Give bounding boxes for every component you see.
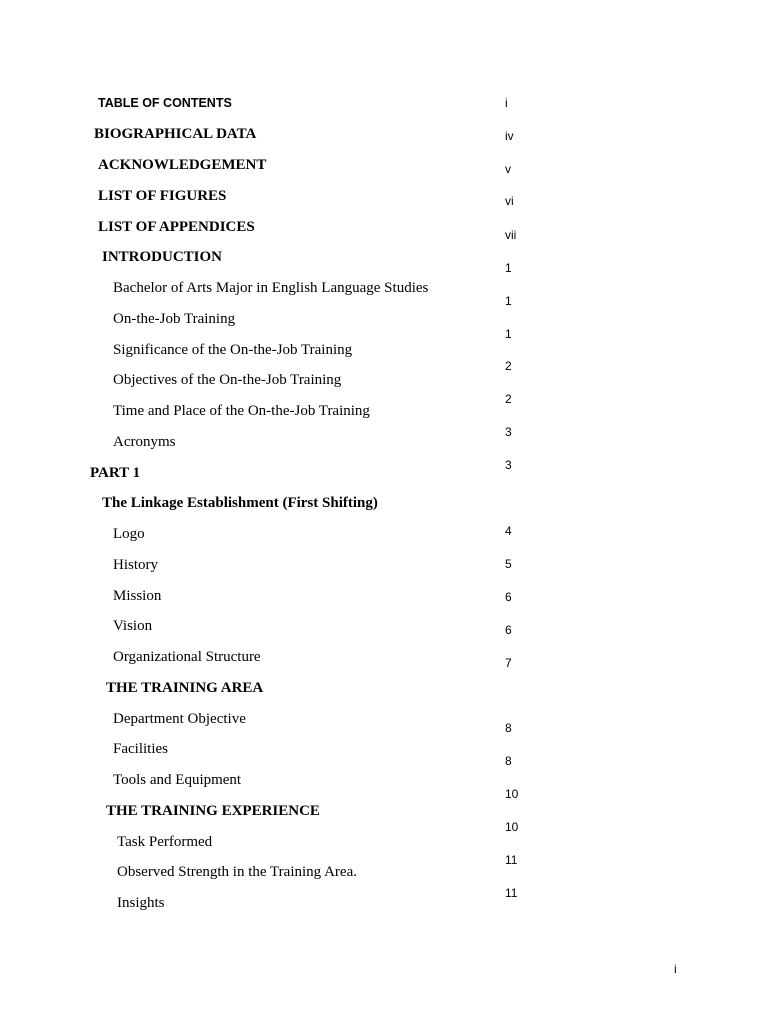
toc-entry-significance: Significance of the On-the-Job Training: [113, 342, 353, 358]
toc-page-number: 1: [505, 327, 512, 341]
toc-entry-training-area: THE TRAINING AREA: [106, 680, 264, 696]
toc-page-number: 6: [505, 623, 512, 637]
toc-entry-linkage-establishment: The Linkage Establishment (First Shifting): [102, 495, 378, 511]
toc-page-number: 8: [505, 721, 512, 735]
toc-entry-bachelor-of-arts: Bachelor of Arts Major in English Language Studies: [113, 280, 429, 296]
toc-entry-logo: Logo: [113, 526, 145, 542]
footer-page-number: i: [674, 962, 677, 976]
toc-entry-observed-strength: Observed Strength in the Training Area.: [117, 864, 357, 880]
toc-page-number: 1: [505, 261, 512, 275]
toc-entry-tools-and-equipment: Tools and Equipment: [113, 772, 242, 788]
toc-entry-acknowledgement: ACKNOWLEDGEMENT: [98, 157, 267, 173]
toc-entry-history: History: [113, 557, 158, 573]
toc-page-number: 2: [505, 359, 512, 373]
toc-page-number: 1: [505, 294, 512, 308]
toc-page-number: iv: [505, 129, 514, 143]
toc-entry-training-experience: THE TRAINING EXPERIENCE: [106, 803, 320, 819]
toc-page-number: 3: [505, 425, 512, 439]
toc-entry-list-of-figures: LIST OF FIGURES: [98, 188, 227, 204]
toc-entry-part-1: PART 1: [90, 465, 141, 481]
toc-page-number: 10: [505, 820, 519, 834]
toc-page-number: 10: [505, 787, 519, 801]
toc-page-number: 3: [505, 458, 512, 472]
toc-entry-objectives: Objectives of the On-the-Job Training: [113, 372, 342, 388]
toc-entry-introduction: INTRODUCTION: [102, 249, 223, 265]
toc-page-number: 11: [505, 853, 518, 867]
toc-entry-task-performed: Task Performed: [117, 834, 213, 850]
toc-page-number: 2: [505, 392, 512, 406]
toc-page-number: v: [505, 162, 511, 176]
toc-entry-insights: Insights: [117, 895, 165, 911]
toc-entry-on-the-job-training: On-the-Job Training: [113, 311, 236, 327]
toc-entry-time-and-place: Time and Place of the On-the-Job Training: [113, 403, 370, 419]
toc-page-number: 5: [505, 557, 512, 571]
toc-entry-acronyms: Acronyms: [113, 434, 176, 450]
toc-entry-vision: Vision: [113, 618, 153, 634]
toc-page-number: vii: [505, 228, 517, 242]
toc-page-number: 11: [505, 886, 518, 900]
toc-entry-facilities: Facilities: [113, 741, 168, 757]
toc-heading: TABLE OF CONTENTS: [98, 96, 232, 110]
toc-page-number: vi: [505, 194, 514, 208]
toc-entry-organizational-structure: Organizational Structure: [113, 649, 261, 665]
toc-entry-mission: Mission: [113, 588, 162, 604]
toc-page-number: 4: [505, 524, 512, 538]
toc-page-number: 8: [505, 754, 512, 768]
toc-page-number: 6: [505, 590, 512, 604]
toc-entry-department-objective: Department Objective: [113, 711, 246, 727]
toc-entry-biographical-data: BIOGRAPHICAL DATA: [94, 126, 257, 142]
toc-page-number: i: [505, 96, 508, 110]
toc-entry-list-of-appendices: LIST OF APPENDICES: [98, 219, 255, 235]
toc-page-number: 7: [505, 656, 512, 670]
